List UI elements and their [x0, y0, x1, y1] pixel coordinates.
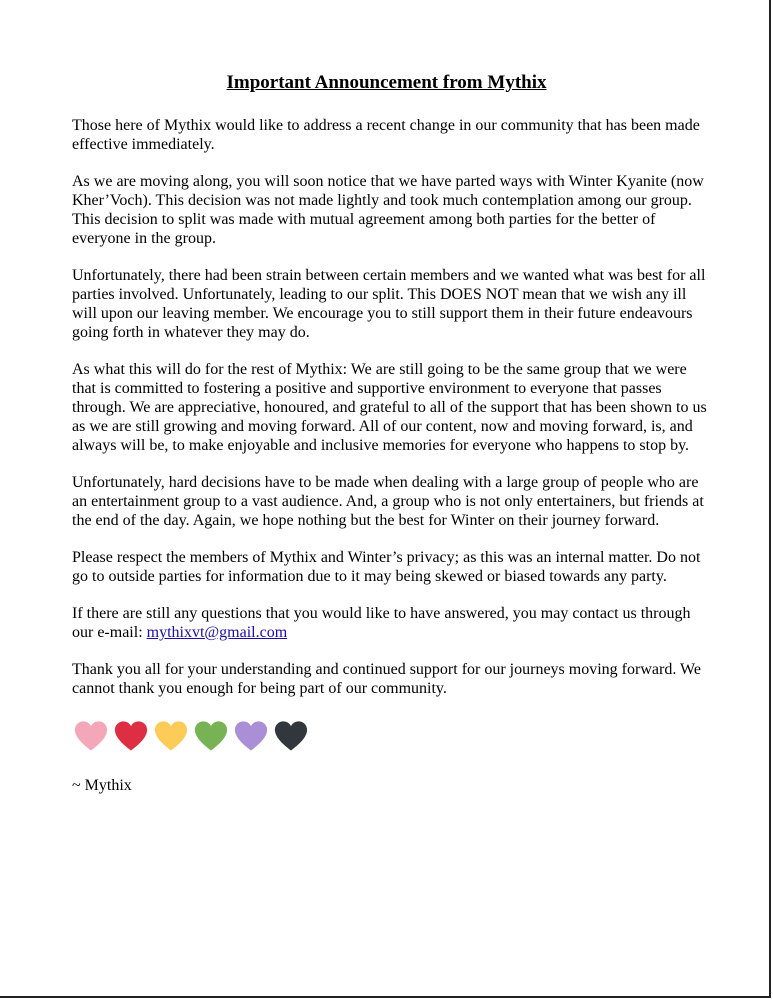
paragraph-contact — [72, 604, 712, 642]
paragraph-reason: Unfortunately, there had been strain between certain members and we wanted what was best for all parties involved. Unfortunately, leading to our split. This DOES NOT mean that we wish any ill will upon our leaving member. We encourage you to still support them in their future endeavours going forth in whatever they may do. — [72, 267, 706, 341]
red-heart-icon — [114, 720, 148, 752]
paragraph-intro: Those here of Mythix would like to address a recent change in our community that has been made effective immediately. — [72, 117, 700, 153]
page-title: Important Announcement from Mythix — [226, 72, 547, 93]
green-heart-icon — [194, 720, 228, 752]
hearts-row — [74, 720, 712, 754]
contact-text: If there are still any questions that you would like to have answered, you may contact us through our e-mail: — [72, 605, 691, 641]
purple-heart-icon — [234, 720, 268, 752]
paragraph-departure: As we are moving along, you will soon notice that we have parted ways with Winter Kyanite (now Kher’Voch). This decision was not made lightly and took much contemplation among our group. This decision to split was made with mutual agreement among both parties for the better of everyone in the group. — [72, 173, 704, 247]
announcement-body — [72, 116, 712, 795]
pink-heart-icon — [74, 720, 108, 752]
paragraph-decisions: Unfortunately, hard decisions have to be made when dealing with a large group of people who are an entertainment group to a vast audience. And, a group who is not only entertainers, but friends at the end of the day. Again, we hope nothing but the best for Winter on their journey forward. — [72, 474, 704, 529]
paragraph-privacy: Please respect the members of Mythix and Winter’s privacy; as this was an internal matter. Do not go to outside parties for information due to it may being skewed or biased towards any party. — [72, 549, 701, 585]
signature: ~ Mythix — [72, 777, 132, 794]
yellow-heart-icon — [154, 720, 188, 752]
black-heart-icon — [274, 720, 308, 752]
paragraph-closing: Thank you all for your understanding and continued support for our journeys moving forward. We cannot thank you enough for being part of our community. — [72, 661, 701, 697]
email-link[interactable]: mythixvt@gmail.com — [146, 624, 288, 641]
paragraph-future: As what this will do for the rest of Mythix: We are still going to be the same group that we were that is committed to fostering a positive and supportive environment to everyone that passes through. We are appreciative, honoured, and grateful to all of the support that has been shown to us as we are still growing and moving forward. All of our content, now and moving forward, is, and always will be, to make enjoyable and inclusive memories for everyone who happens to stop by. — [72, 361, 707, 454]
